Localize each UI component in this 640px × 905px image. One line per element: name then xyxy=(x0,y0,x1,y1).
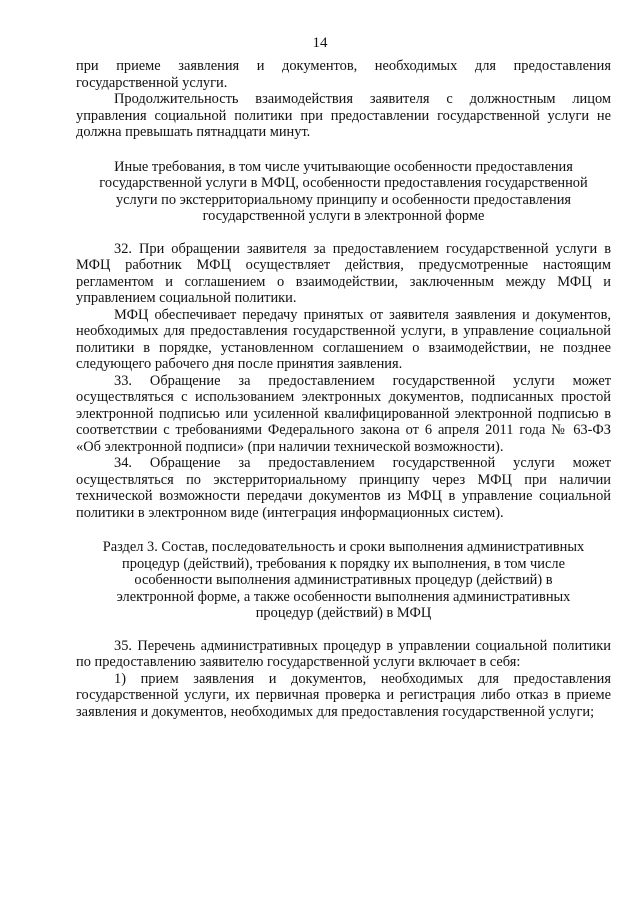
paragraph-mfc: МФЦ обеспечивает передачу принятых от заявителя заявления и документов, необходимых для предоставления государственной услуги, в управление социальной политики в порядке, установленном соглашением о взаимодействии, не позднее следующего рабочего дня после принятия заявления. xyxy=(76,306,611,372)
spacer xyxy=(76,141,611,159)
paragraph-intro: при приеме заявления и документов, необходимых для предоставления государственной услуги. xyxy=(76,58,611,91)
paragraph-33: 33. Обращение за предоставлением государственной услуги может осуществляться с использованием электронных документов, подписанных простой электронной подписью или усиленной квалифицированной электронной подписью в соответствии с требованиями Федерального закона от 6 апреля 2011 года № 63-ФЗ «Об электронной подписи» (при наличии технической возможности). xyxy=(76,372,611,455)
spacer xyxy=(76,622,611,638)
document-body xyxy=(76,58,611,720)
paragraph-35-item-1: 1) прием заявления и документов, необходимых для предоставления государственной услуги, их первичная проверка и регистрация либо отказ в приеме заявления и документов, необходимых для предоставления государственной услуги; xyxy=(76,670,611,720)
spacer xyxy=(76,521,611,539)
paragraph-duration: Продолжительность взаимодействия заявителя с должностным лицом управления социальной политики при предоставлении государственной услуги не должна превышать пятнадцати минут. xyxy=(76,91,611,140)
spacer xyxy=(76,225,611,241)
paragraph-35: 35. Перечень административных процедур в управлении социальной политики по предоставлению заявителю государственной услуги включает в себя: xyxy=(76,637,611,670)
heading-other-requirements: Иные требования, в том числе учитывающие особенности предоставления государственной услуги в МФЦ, особенности предоставления государственной услуги по экстерриториальному принципу и особенности предоставления государственной услуги в электронной форме xyxy=(99,158,588,224)
page-number: 14 xyxy=(312,35,328,51)
paragraph-34: 34. Обращение за предоставлением государственной услуги может осуществляться по экстерриториальному принципу через МФЦ при наличии технической возможности передачи документов из МФЦ в управление социальной политики в электронном виде (интеграция информационных систем). xyxy=(76,455,611,521)
heading-section-3: Раздел 3. Состав, последовательность и сроки выполнения административных процедур (действий), требования к порядку их выполнения, в том числе особенности выполнения административных процедур (действий) в электронной форме, а также особенности выполнения административных процедур (действий) в МФЦ xyxy=(102,539,585,621)
paragraph-32: 32. При обращении заявителя за предоставлением государственной услуги в МФЦ работник МФЦ осуществляет действия, предусмотренные настоящим регламентом и соглашением о взаимодействии, заключенным между МФЦ и управлением социальной политики. xyxy=(76,240,611,306)
